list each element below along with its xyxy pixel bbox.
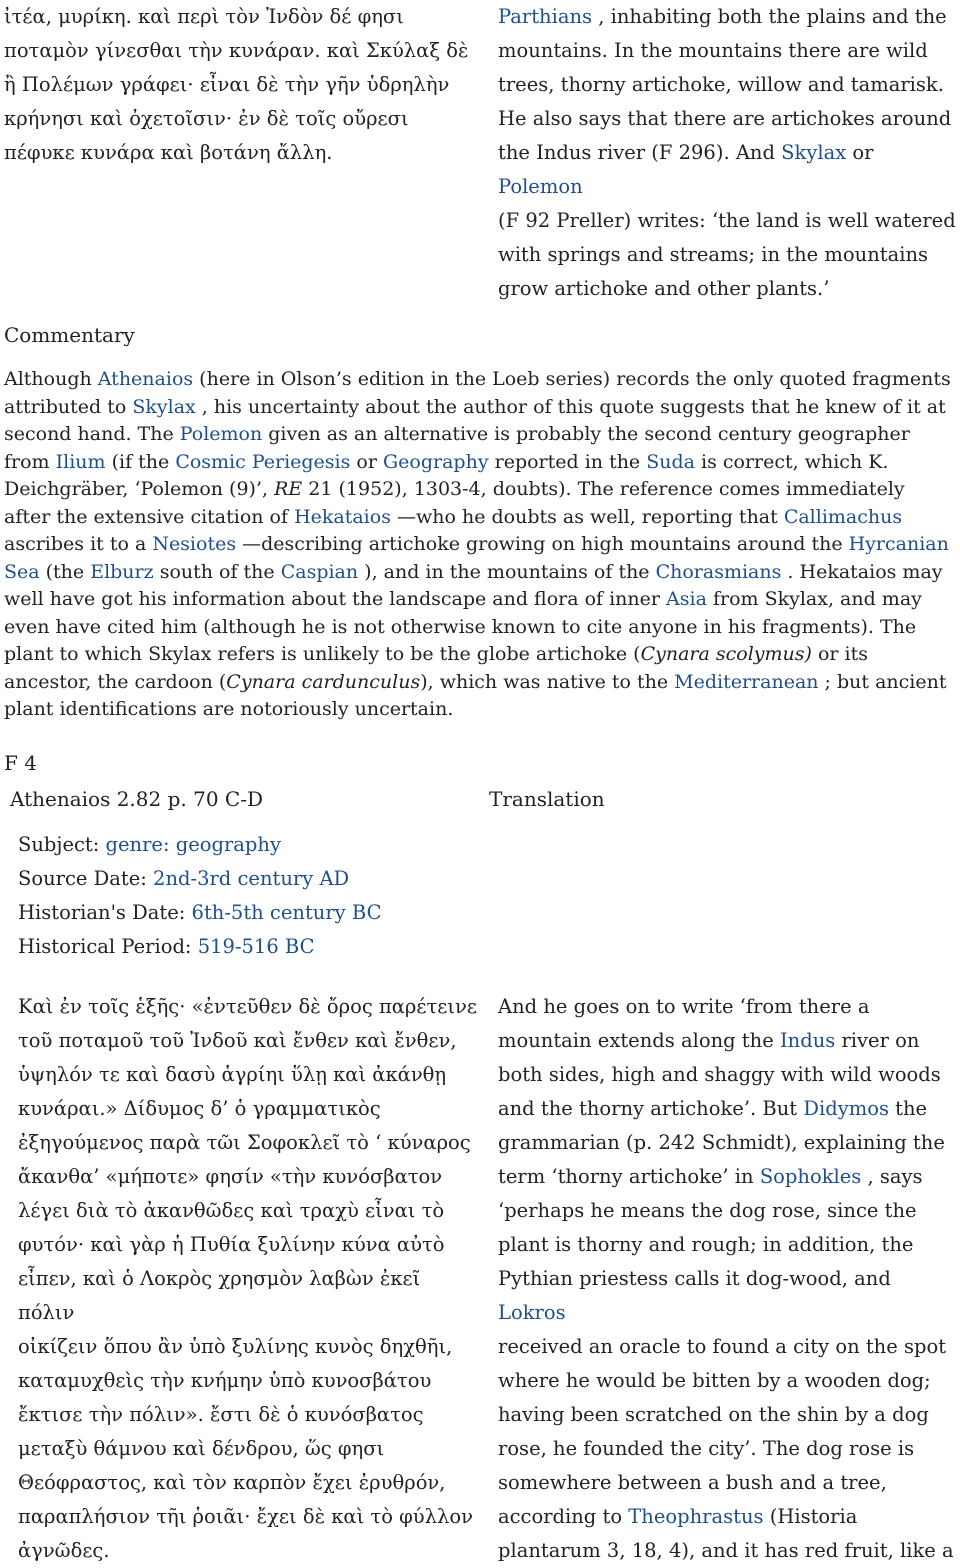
link-subject[interactable]: genre: geography — [105, 833, 281, 856]
link-sophokles[interactable]: Sophokles — [759, 1165, 862, 1188]
text-line: with springs and streams; in the mountains — [498, 243, 929, 266]
text-line: παραπλήσιον τῆι ῥοιᾶι· ἔχει δὲ καὶ τὸ φύλλον — [18, 1505, 473, 1528]
link-ilium[interactable]: Ilium — [55, 450, 106, 473]
text-line: both sides, high and shaggy with wild woods — [498, 1063, 941, 1086]
link-nesiotes[interactable]: Nesiotes — [152, 533, 237, 555]
link-didymos[interactable]: Didymos — [803, 1097, 889, 1120]
link-polemon[interactable]: Polemon — [498, 175, 583, 198]
text-line: ἐξηγούμενος παρὰ τῶι Σοφοκλεῖ τὸ ‘ κύναρος — [18, 1131, 471, 1154]
text-line: term ‘thorny artichoke’ in Sophokles , says — [498, 1165, 923, 1188]
text-line: ἰτέα, μυρίκη. καὶ περὶ τὸν Ἰνδὸν δέ φησι — [4, 5, 404, 28]
text-line: ὑψηλόν τε καὶ δασὺ ἀγρίηι ὕλῃ καὶ ἀκάνθῃ — [18, 1063, 447, 1086]
fragment-metadata — [18, 828, 488, 964]
text-line: οἰκίζειν ὅπου ἂν ὑπὸ ξυλίνης κυνὸς δηχθῆι, — [18, 1335, 453, 1358]
text-line: (F 92 Preller) writes: ‘the land is well watered — [498, 209, 956, 232]
greek-text-top — [4, 0, 474, 170]
text-line: εἶπεν, καὶ ὁ Λοκρὸς χρησμὸν λαβὼν ἐκεῖ πόλιν — [18, 1267, 421, 1324]
source-reference: Athenaios 2.82 p. 70 C-D — [10, 787, 264, 811]
link-skylax[interactable]: Skylax — [781, 141, 847, 164]
re-abbrev: RE — [274, 478, 303, 500]
link-asia[interactable]: Asia — [666, 588, 707, 610]
link-hyrcanian-sea[interactable]: Hyrcanian Sea — [4, 533, 949, 583]
species-name: Cynara cardunculus — [226, 670, 421, 693]
text-line: plant is thorny and rough; in addition, the — [498, 1233, 914, 1256]
text-line: Θεόφραστος, καὶ τὸν καρπὸν ἔχει ἐρυθρόν, — [18, 1471, 446, 1494]
text-line: Parthians , inhabiting both the plains and the — [498, 5, 947, 28]
meta-source-date: Source Date: 2nd-3rd century AD — [18, 867, 350, 890]
link-chorasmians[interactable]: Chorasmians — [655, 560, 782, 583]
fragment-id: F 4 — [4, 751, 37, 775]
text-line: mountain extends along the Indus river on — [498, 1029, 920, 1052]
text-line: φυτόν· καὶ γὰρ ἡ Πυθία ξυλίνην κύνα αὐτὸ — [18, 1233, 445, 1256]
text-line: rose, he founded the city’. The dog rose is — [498, 1437, 915, 1460]
meta-historical-period: Historical Period: 519-516 BC — [18, 935, 315, 958]
text-line: the Indus river (F 296). And Skylax or Polemon — [498, 141, 874, 198]
text-line: Pythian priestess calls it dog-wood, and Lokros — [498, 1267, 891, 1324]
text-line: and the thorny artichoke’. But Didymos the — [498, 1097, 928, 1120]
link-geography[interactable]: Geography — [383, 450, 489, 473]
commentary-heading: Commentary — [4, 323, 135, 347]
text-line: ποταμὸν γίνεσθαι τὴν κυνάραν. καὶ Σκύλαξ δὲ — [4, 39, 469, 62]
link-lokros[interactable]: Lokros — [498, 1301, 566, 1324]
text-line: τοῦ ποταμοῦ τοῦ Ἰνδοῦ καὶ ἔνθεν καὶ ἔνθεν, — [18, 1029, 457, 1052]
link-theophrastus[interactable]: Theophrastus — [628, 1505, 764, 1528]
text-line: grow artichoke and other plants.’ — [498, 277, 830, 300]
text-line: plantarum 3, 18, 4), and it has red fruit, like a — [498, 1539, 954, 1562]
link-suda[interactable]: Suda — [646, 450, 695, 473]
link-athenaios[interactable]: Athenaios — [97, 368, 194, 390]
text-line: somewhere between a bush and a tree, — [498, 1471, 887, 1494]
text-line: where he would be bitten by a wooden dog; — [498, 1369, 931, 1392]
link-callimachus[interactable]: Callimachus — [783, 505, 903, 528]
text-line: Καὶ ἐν τοῖς ἑξῆς· «ἐντεῦθεν δὲ ὄρος παρέτεινε — [18, 995, 477, 1018]
translation-text-fragment — [498, 990, 958, 1568]
text-line: ἢ Πολέμων γράφει· εἶναι δὲ τὴν γῆν ὑδρηλὴν — [4, 73, 450, 96]
link-source-date[interactable]: 2nd-3rd century AD — [153, 867, 350, 890]
text-line: mountains. In the mountains there are wild — [498, 39, 928, 62]
text-line: received an oracle to found a city on the spot — [498, 1335, 947, 1358]
link-parthians[interactable]: Parthians — [498, 5, 593, 28]
text-line: having been scratched on the shin by a dog — [498, 1403, 929, 1426]
text-line: καταμυχθεὶς τὴν κνήμην ὑπὸ κυνοσβάτου — [18, 1369, 432, 1392]
species-name: Cynara scolymus) — [640, 643, 812, 665]
link-polemon[interactable]: Polemon — [179, 423, 263, 445]
meta-subject: Subject: genre: geography — [18, 833, 281, 856]
text-line: ἔκτισε τὴν πόλιν». ἔστι δὲ ὁ κυνόσβατος — [18, 1403, 424, 1426]
link-mediterranean[interactable]: Mediterranean — [674, 670, 819, 693]
text-line: ἄκανθα’ «μήποτε» φησίν «τὴν κυνόσβατον — [18, 1165, 443, 1188]
link-indus[interactable]: Indus — [779, 1029, 836, 1052]
commentary-paragraph: Although Athenaios (here in Olson’s edition in the Loeb series) records the only quoted fragments attributed to Skylax , his uncertainty about the author of this quote suggests that he knew of it at second hand. The Polemon given as an alternative is probably the second century geographer from Ilium (if the Cosmic Periegesis or Geography reported in the Suda is correct, which K. Deichgräber, ‘Polemon (9)’, RE 21 (1952), 1303-4, doubts). The reference comes immediately after the extensive citation of Hekataios —who he doubts as well, reporting that Callimachus ascribes it to a Nesiotes —describing artichoke growing on high mountains around the Hyrcanian Sea (the Elburz south of the Caspian ), and in the mountains of the Chorasmians . Hekataios may well have got his information about the landscape and flora of inner Asia from Skylax, and may even have cited him (although he is not otherwise known to cite anyone in his fragments). The plant to which Skylax refers is unlikely to be the globe artichoke (Cynara scolymus) or its ancestor, the cardoon (Cynara cardunculus), which was native to the Mediterranean ; but ancient plant identifications are notoriously uncertain. — [4, 368, 951, 720]
text-line: trees, thorny artichoke, willow and tamarisk. — [498, 73, 944, 96]
translation-text-top — [498, 0, 958, 306]
text-line: κρήνησι καὶ ὀχετοῖσιν· ἐν δὲ τοῖς οὔρεσι — [4, 107, 409, 130]
text-line: μεταξὺ θάμνου καὶ δένδρου, ὥς φησι — [18, 1437, 385, 1460]
text-line: grammarian (p. 242 Schmidt), explaining the — [498, 1131, 945, 1154]
link-hekataios[interactable]: Hekataios — [294, 505, 391, 528]
text-line: ἀγνῶδες. — [18, 1539, 110, 1562]
link-caspian[interactable]: Caspian — [280, 560, 359, 583]
text-line: according to Theophrastus (Historia — [498, 1505, 858, 1528]
link-historian-date[interactable]: 6th-5th century BC — [191, 901, 382, 924]
text-line: λέγει διὰ τὸ ἀκανθῶδες καὶ τραχὺ εἶναι τὸ — [18, 1199, 445, 1222]
link-historical-period[interactable]: 519-516 BC — [197, 935, 315, 958]
text-line: ‘perhaps he means the dog rose, since the — [498, 1199, 917, 1222]
text-line: He also says that there are artichokes around — [498, 107, 952, 130]
text-line: κυνάραι.» Δίδυμος δ’ ὁ γραμματικὸς — [18, 1097, 381, 1120]
translation-heading: Translation — [489, 787, 605, 811]
text-line: πέφυκε κυνάρα καὶ βοτάνη ἄλλη. — [4, 141, 333, 164]
meta-historian-date: Historian's Date: 6th-5th century BC — [18, 901, 382, 924]
text-line: And he goes on to write ‘from there a — [498, 995, 870, 1018]
link-elburz[interactable]: Elburz — [90, 560, 154, 583]
greek-text-fragment — [18, 990, 478, 1568]
link-cosmic-periegesis[interactable]: Cosmic Periegesis — [175, 450, 351, 473]
link-skylax[interactable]: Skylax — [132, 395, 196, 418]
